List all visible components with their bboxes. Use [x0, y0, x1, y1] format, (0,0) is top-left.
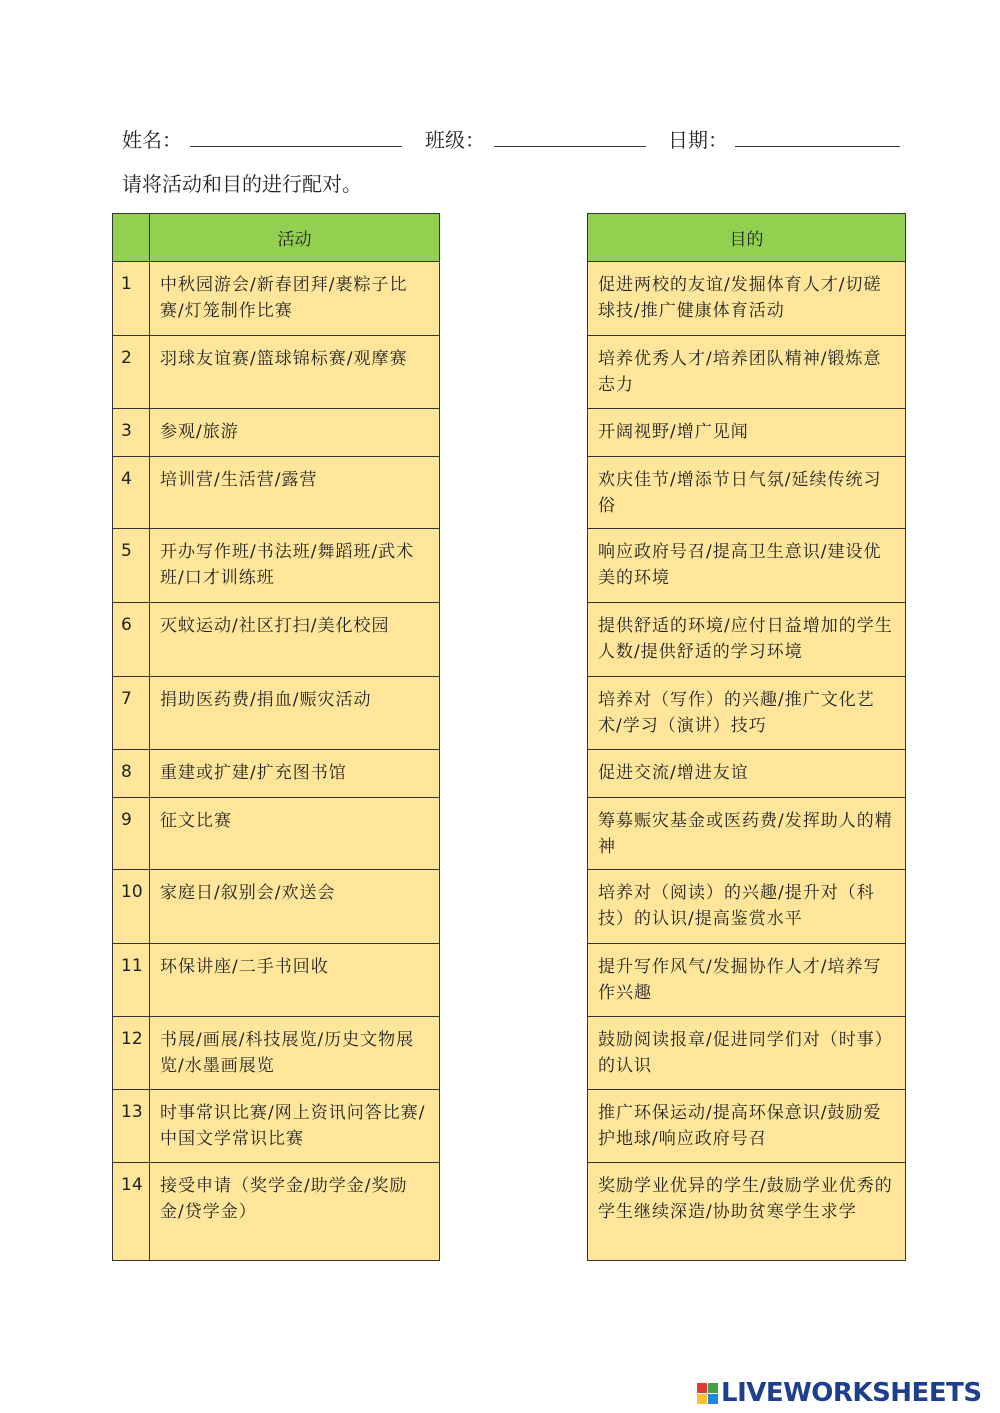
activity-text[interactable]: 征文比赛 [150, 798, 440, 870]
logo-mark-icon [697, 1383, 718, 1404]
purpose-row [588, 1090, 906, 1163]
activity-row [113, 409, 440, 457]
activity-number: 5 [113, 529, 150, 603]
activities-number-header [113, 214, 150, 262]
activity-row [113, 1163, 440, 1261]
activity-text[interactable]: 开办写作班/书法班/舞蹈班/武术班/口才训练班 [150, 529, 440, 603]
activity-text[interactable]: 重建或扩建/扩充图书馆 [150, 750, 440, 798]
purpose-row [588, 409, 906, 457]
purpose-text[interactable]: 响应政府号召/提高卫生意识/建设优美的环境 [588, 529, 906, 603]
activity-number: 1 [113, 262, 150, 336]
class-label: 班级： [425, 128, 485, 152]
activity-text[interactable]: 羽球友谊赛/篮球锦标赛/观摩赛 [150, 336, 440, 409]
activity-number: 9 [113, 798, 150, 870]
activity-row [113, 457, 440, 529]
activity-row [113, 262, 440, 336]
activity-text[interactable]: 环保讲座/二手书回收 [150, 944, 440, 1017]
student-info-header [122, 120, 912, 152]
purpose-row [588, 750, 906, 798]
purpose-text[interactable]: 培养对（阅读）的兴趣/提升对（科技）的认识/提高鉴赏水平 [588, 870, 906, 944]
class-blank[interactable] [494, 146, 646, 147]
purpose-row [588, 262, 906, 336]
activity-row [113, 529, 440, 603]
activity-row [113, 798, 440, 870]
activity-row [113, 944, 440, 1017]
purpose-row [588, 870, 906, 944]
date-blank[interactable] [735, 146, 900, 147]
activity-text[interactable]: 接受申请（奖学金/助学金/奖励金/贷学金） [150, 1163, 440, 1261]
purpose-row [588, 944, 906, 1017]
purpose-row [588, 603, 906, 677]
activity-text[interactable]: 参观/旅游 [150, 409, 440, 457]
activity-text[interactable]: 时事常识比赛/网上资讯问答比赛/中国文学常识比赛 [150, 1090, 440, 1163]
purpose-row [588, 1163, 906, 1261]
activity-text[interactable]: 灭蚊运动/社区打扫/美化校园 [150, 603, 440, 677]
activity-text[interactable]: 培训营/生活营/露营 [150, 457, 440, 529]
activity-row [113, 1017, 440, 1090]
date-label: 日期： [668, 128, 728, 152]
purpose-text[interactable]: 培养对（写作）的兴趣/推广文化艺术/学习（演讲）技巧 [588, 677, 906, 750]
name-blank[interactable] [190, 146, 402, 147]
purpose-text[interactable]: 促进两校的友谊/发掘体育人才/切磋球技/推广健康体育活动 [588, 262, 906, 336]
activity-number: 11 [113, 944, 150, 1017]
purpose-text[interactable]: 鼓励阅读报章/促进同学们对（时事）的认识 [588, 1017, 906, 1090]
purpose-row [588, 1017, 906, 1090]
purpose-text[interactable]: 培养优秀人才/培养团队精神/锻炼意志力 [588, 336, 906, 409]
activity-number: 13 [113, 1090, 150, 1163]
activity-number: 3 [113, 409, 150, 457]
name-label: 姓名： [122, 128, 182, 152]
purpose-text[interactable]: 奖励学业优异的学生/鼓励学业优秀的学生继续深造/协助贫寒学生求学 [588, 1163, 906, 1261]
activity-row [113, 1090, 440, 1163]
purpose-text[interactable]: 提升写作风气/发掘协作人才/培养写作兴趣 [588, 944, 906, 1017]
purpose-text[interactable]: 欢庆佳节/增添节日气氛/延续传统习俗 [588, 457, 906, 529]
purpose-row [588, 677, 906, 750]
activities-header: 活动 [150, 214, 440, 262]
purpose-text[interactable]: 推广环保运动/提高环保意识/鼓励爱护地球/响应政府号召 [588, 1090, 906, 1163]
activity-row [113, 603, 440, 677]
activity-number: 4 [113, 457, 150, 529]
logo-text: LIVEWORKSHEETS [721, 1378, 982, 1408]
activity-number: 10 [113, 870, 150, 944]
activity-row [113, 677, 440, 750]
purposes-header: 目的 [588, 214, 906, 262]
activity-number: 2 [113, 336, 150, 409]
activities-table [112, 213, 440, 1261]
purpose-text[interactable]: 促进交流/增进友谊 [588, 750, 906, 798]
purpose-text[interactable]: 开阔视野/增广见闻 [588, 409, 906, 457]
purpose-row [588, 336, 906, 409]
purpose-text[interactable]: 筹募赈灾基金或医药费/发挥助人的精神 [588, 798, 906, 870]
instruction-text: 请将活动和目的进行配对。 [122, 172, 362, 196]
activity-text[interactable]: 中秋园游会/新春团拜/裹粽子比赛/灯笼制作比赛 [150, 262, 440, 336]
activity-text[interactable]: 书展/画展/科技展览/历史文物展览/水墨画展览 [150, 1017, 440, 1090]
activity-number: 12 [113, 1017, 150, 1090]
activity-text[interactable]: 捐助医药费/捐血/赈灾活动 [150, 677, 440, 750]
activity-row [113, 750, 440, 798]
activity-number: 7 [113, 677, 150, 750]
activity-number: 6 [113, 603, 150, 677]
activity-row [113, 870, 440, 944]
activity-text[interactable]: 家庭日/叙别会/欢送会 [150, 870, 440, 944]
purpose-row [588, 529, 906, 603]
activity-row [113, 336, 440, 409]
purpose-row [588, 798, 906, 870]
purposes-table [587, 213, 906, 1261]
purpose-text[interactable]: 提供舒适的环境/应付日益增加的学生人数/提供舒适的学习环境 [588, 603, 906, 677]
liveworksheets-logo [697, 1378, 982, 1408]
activity-number: 8 [113, 750, 150, 798]
activity-number: 14 [113, 1163, 150, 1261]
purpose-row [588, 457, 906, 529]
